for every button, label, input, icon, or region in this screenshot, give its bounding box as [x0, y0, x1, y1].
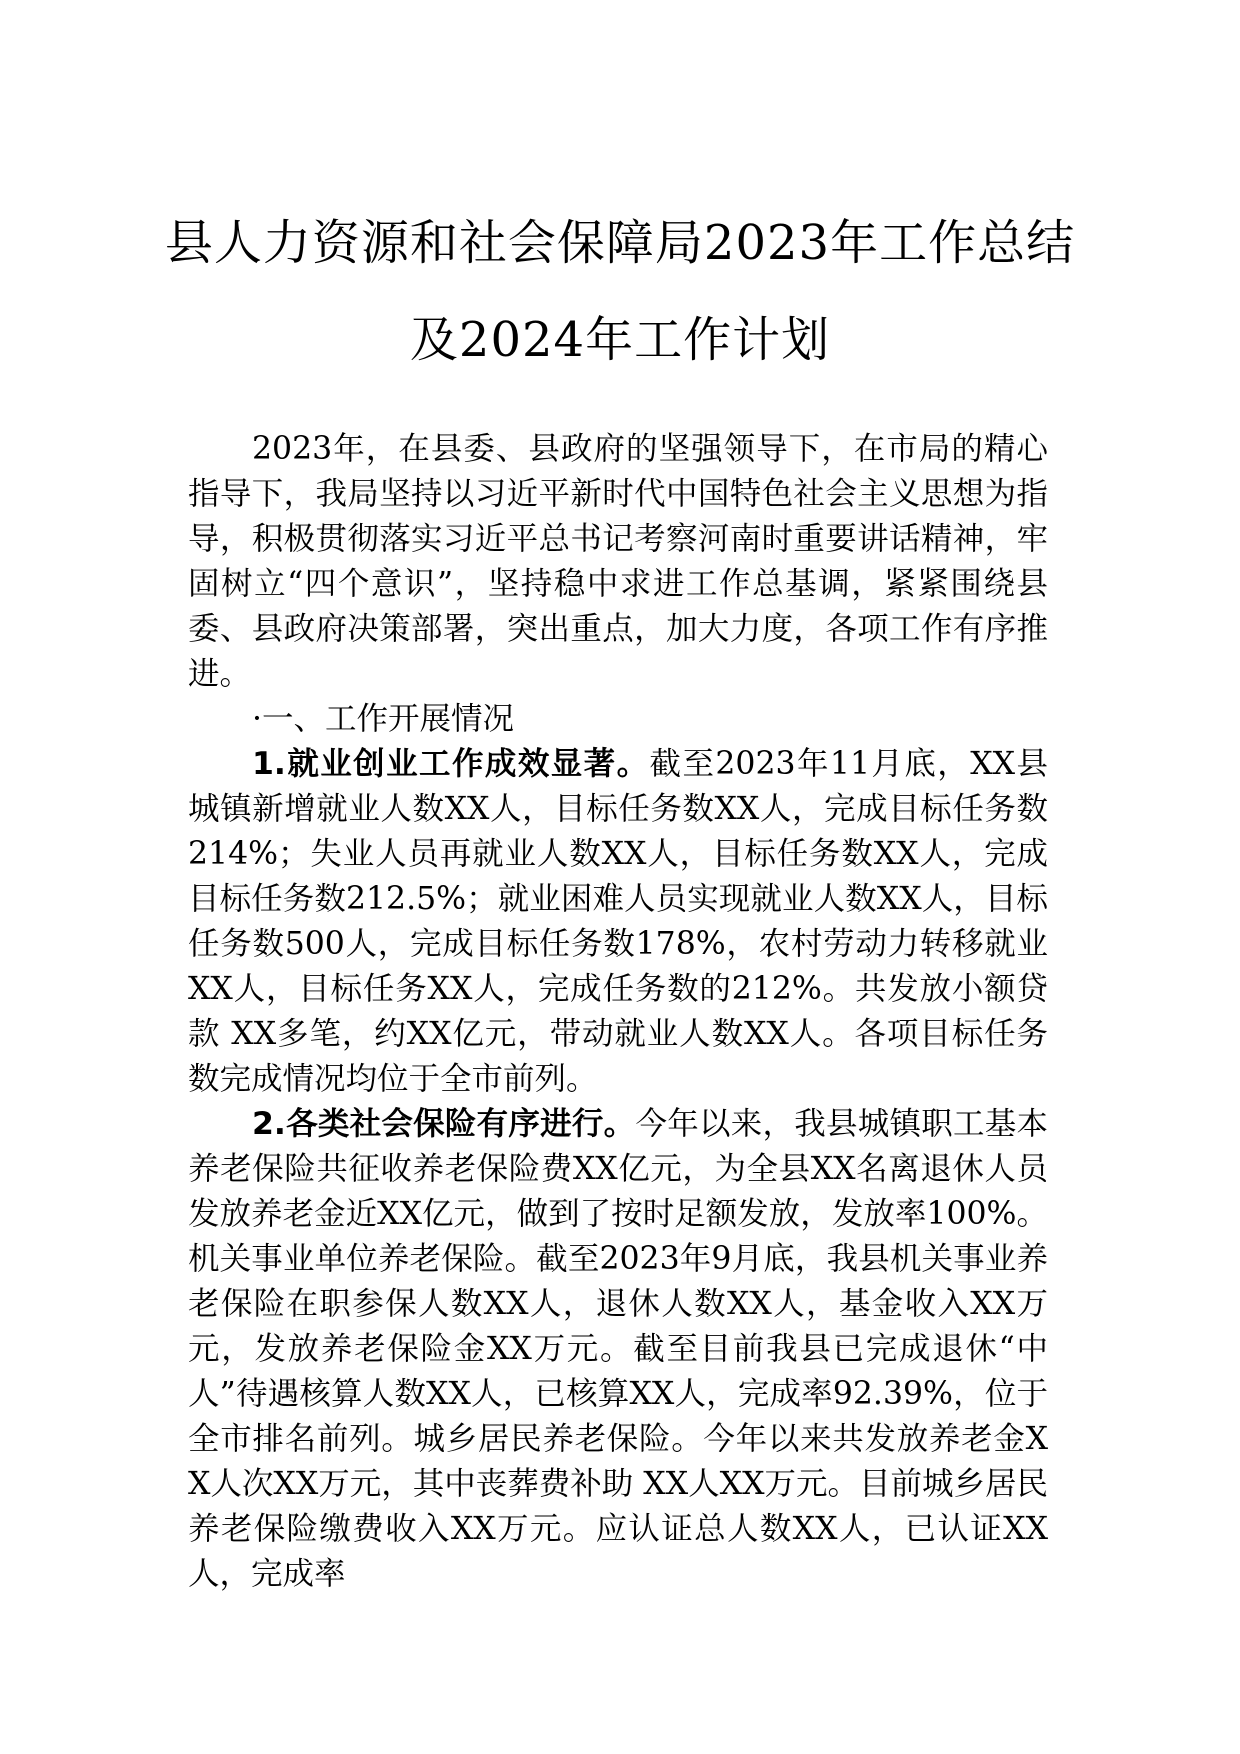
document-body — [188, 427, 1048, 1597]
item-1-text: 截至2023年11月底，XX县城镇新增就业人数XX人，目标任务数XX人，完成目标任务数214%；失业人员再就业人数XX人，目标任务数XX人，完成目标任务数212.5%；就业困难人员实现就业人数XX人，目标任务数500人，完成目标任务数178%，农村劳动力转移就业XX人，目标任务XX人，完成任务数的212%。共发放小额贷款 XX多笔，约XX亿元，带动就业人数XX人。各项目标任务数完成情况均位于全市前列。 — [188, 746, 1048, 1097]
item-2-lead: 2.各类社会保险有序进行。 — [252, 1106, 636, 1142]
item-2-text: 今年以来，我县城镇职工基本养老保险共征收养老保险费XX亿元，为全县XX名离退休人员发放养老金近XX亿元，做到了按时足额发放，发放率100%。机关事业单位养老保险。截至2023年9月底，我县机关事业养老保险在职参保人数XX人，退休人数XX人，基金收入XX万元，发放养老保险金XX万元。截至目前我县已完成退休“中人”待遇核算人数XX人，已核算XX人，完成率92.39%，位于全市排名前列。城乡居民养老保险。今年以来共发放养老金XX人次XX万元，其中丧葬费补助 XX人XX万元。目前城乡居民养老保险缴费收入XX万元。应认证总人数XX人，已认证XX人，完成率 — [188, 1106, 1048, 1592]
item-2-paragraph — [188, 1102, 1048, 1597]
intro-paragraph: 2023年，在县委、县政府的坚强领导下，在市局的精心指导下，我局坚持以习近平新时代中国特色社会主义思想为指导，积极贯彻落实习近平总书记考察河南时重要讲话精神，牢固树立“四个意识”，坚持稳中求进工作总基调，紧紧围绕县委、县政府决策部署，突出重点，加大力度，各项工作有序推进。 — [188, 431, 1048, 692]
item-1-paragraph — [188, 742, 1048, 1102]
item-1-lead: 1.就业创业工作成效显著。 — [252, 746, 650, 782]
section-heading: ·一、工作开展情况 — [252, 701, 515, 737]
document-title-line-2: 及2024年工作计划 — [409, 312, 831, 368]
document-title-line-1: 县人力资源和社会保障局2023年工作总结 — [164, 215, 1076, 271]
